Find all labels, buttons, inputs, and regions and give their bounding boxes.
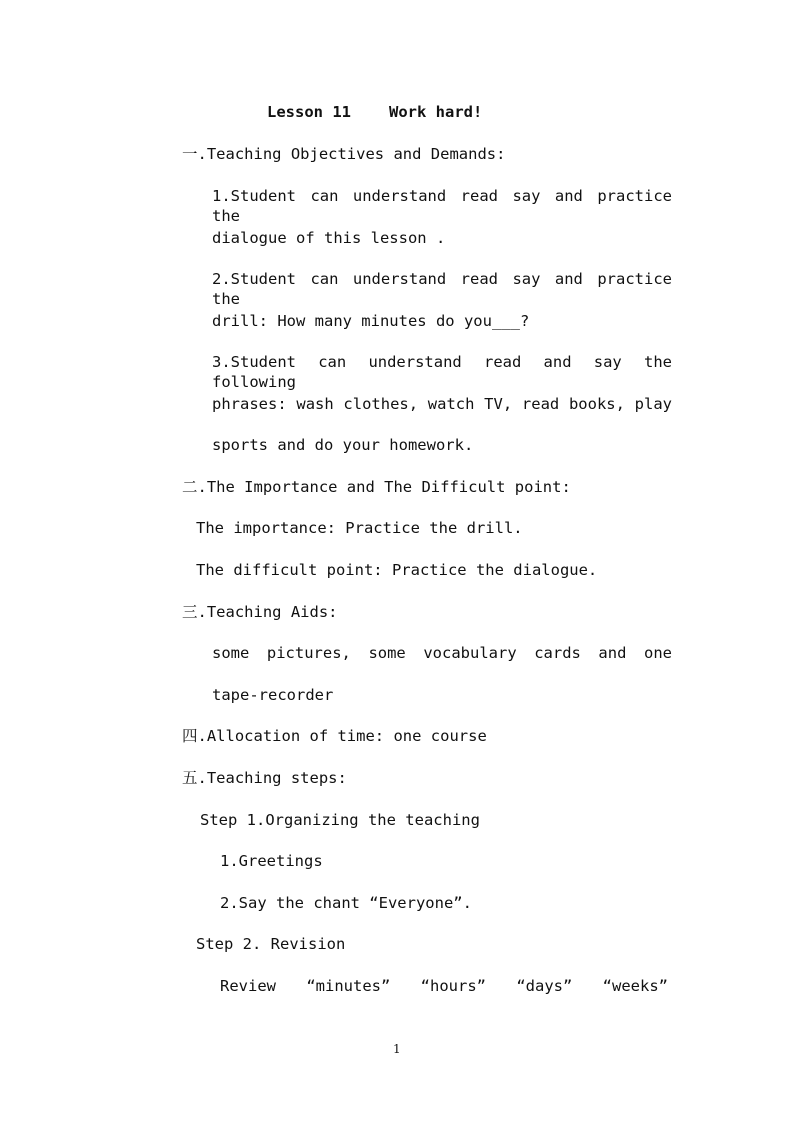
- objective-3-line-3: sports and do your homework.: [212, 436, 474, 454]
- step-1-item-chant: 2.Say the chant “Everyone”.: [220, 894, 472, 912]
- difficult-point-text: The difficult point: Practice the dialogue.: [196, 561, 598, 579]
- objective-3-line-2: phrases: wash clothes, watch TV, read books, play: [212, 395, 672, 413]
- objective-2-line-1: 2.Student can understand read say and practice the: [212, 270, 672, 308]
- step-2-heading: Step 2. Revision: [196, 935, 346, 953]
- page-number: 1: [393, 1042, 401, 1056]
- importance-text: The importance: Practice the drill.: [196, 519, 523, 537]
- lesson-number: Lesson 11: [267, 103, 351, 121]
- teaching-steps-heading: 五.Teaching steps:: [182, 769, 347, 787]
- allocation-of-time: 四.Allocation of time: one course: [182, 727, 487, 745]
- importance-heading: 二.The Importance and The Difficult point:: [182, 478, 571, 496]
- step-2-review: Review “minutes” “hours” “days” “weeks”: [220, 977, 668, 995]
- objective-2-line-2: drill: How many minutes do you___?: [212, 312, 530, 330]
- step-1-item-greetings: 1.Greetings: [220, 852, 323, 870]
- lesson-title: Work hard!: [389, 103, 483, 121]
- objective-1-line-1: 1.Student can understand read say and practice the: [212, 187, 672, 225]
- step-1-heading: Step 1.Organizing the teaching: [200, 811, 480, 829]
- objectives-heading: 一.Teaching Objectives and Demands:: [182, 145, 506, 163]
- objective-1-line-2: dialogue of this lesson .: [212, 229, 446, 247]
- teaching-aids-line-2: tape-recorder: [212, 686, 334, 704]
- teaching-aids-line-1: some pictures, some vocabulary cards and one: [212, 644, 672, 662]
- objective-3-line-1: 3.Student can understand read and say the following: [212, 353, 672, 391]
- teaching-aids-heading: 三.Teaching Aids:: [182, 603, 338, 621]
